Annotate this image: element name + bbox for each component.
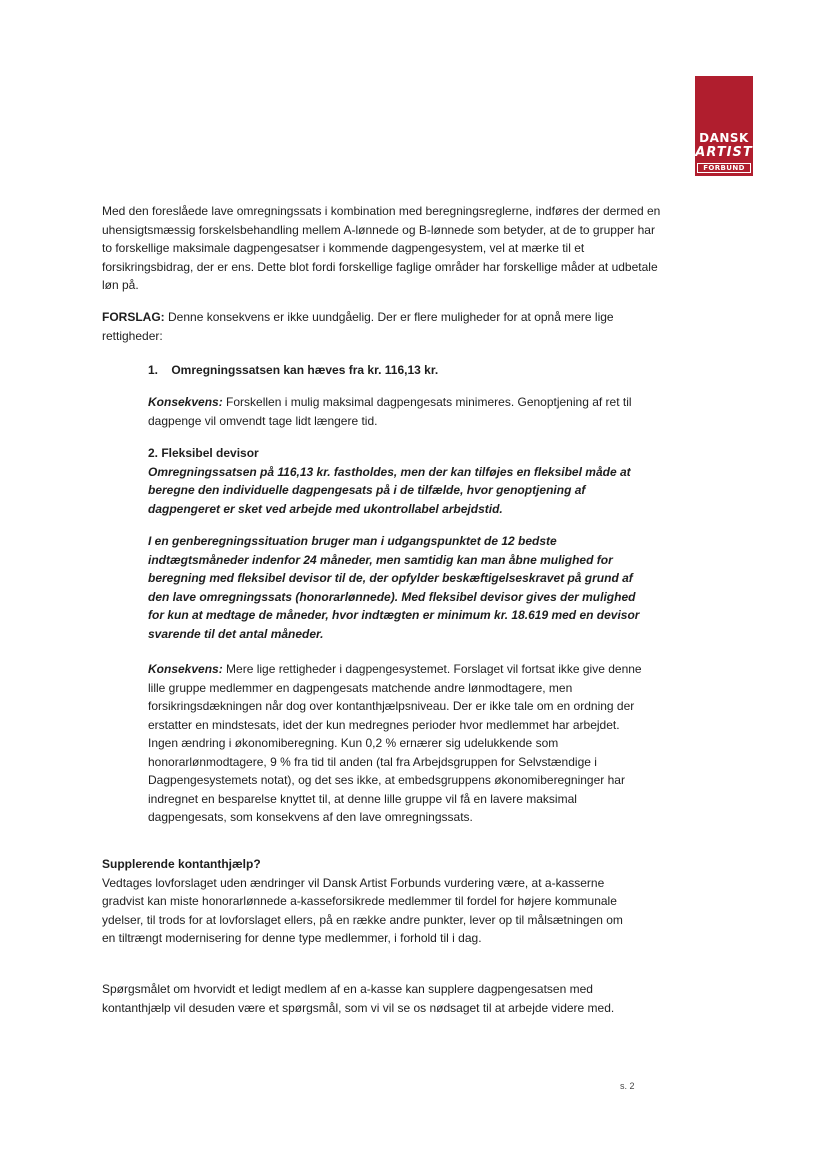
forslag-text: Denne konsekvens er ikke uundgåelig. Der er flere muligheder for at opnå mere lige rettigheder: xyxy=(102,310,614,343)
konsekvens-1-text: Forskellen i mulig maksimal dagpengesats minimeres. Genoptjening af ret til dagpenge vil omvendt tage lidt længere tid. xyxy=(148,395,632,428)
konsekvens-2-text2: Ingen ændring i økonomiberegning. Kun 0,2 % ernærer sig udelukkende som honorarlønmodtagere, 9 % fra tid til anden (tal fra Arbejdsgruppen for Selvstændige i Dagpengesystemets notat), og det ses ikke, at embedsgruppens økonomiberegninger har indregnet en besparelse knyttet til, at denne lille gruppe vil få en lavere maksimal dagpengesats, som konsekvens af den lave omregningssats. xyxy=(148,736,625,824)
list-item-2-para1: Omregningssatsen på 116,13 kr. fastholdes, men der kan tilføjes en fleksibel måde at beregne den individuelle dagpengesats på i de tilfælde, hvor genoptjening af dagpengeret er sket ved arbejde med ukontrollabel arbejdstid. xyxy=(148,464,631,516)
supplerende-section xyxy=(102,855,632,948)
konsekvens-1-label: Konsekvens: xyxy=(148,395,223,409)
page-number: s. 2 xyxy=(620,1081,635,1091)
list-item-2-heading: 2. Fleksibel devisor xyxy=(148,446,259,460)
spoergsmaal-paragraph xyxy=(102,980,642,1017)
dansk-artist-forbund-logo xyxy=(695,76,753,176)
supplerende-text: Vedtages lovforslaget uden ændringer vil Dansk Artist Forbunds vurdering være, at a-kasserne gradvist kan miste honorarlønnede a-kasseforsikrede medlemmer til fordel for højere kommunale ydelser, til trods for at lovforslaget ellers, på en række andre punkter, lever op til målsætningen om en tiltrængt modernisering for denne type medlemmer, i forhold til i dag. xyxy=(102,875,623,945)
list-item-1-number: 1. xyxy=(148,363,159,377)
logo-line1: DANSK xyxy=(699,131,749,145)
konsekvens-1 xyxy=(148,393,648,430)
spoergsmaal-text: Spørgsmålet om hvorvidt et ledigt medlem af en a-kasse kan supplere dagpengesatsen med kontanthjælp vil desuden være et spørgsmål, som vi vil se os nødsaget til at arbejde videre med. xyxy=(102,982,615,1015)
konsekvens-2-text: Mere lige rettigheder i dagpengesystemet. Forslaget vil fortsat ikke give denne lille gruppe medlemmer en dagpengesats matchende andre lønmodtagere, men forsikringsdækningen når dog over kontanthjælpsniveau. Der er ikke tale om en ordning der erstatter en mindstesats, idet der kun medregnes perioder hvor medlemmet har arbejdet. xyxy=(148,662,642,732)
konsekvens-2-label: Konsekvens: xyxy=(148,662,223,676)
list-item-1-text: Omregningssatsen kan hæves fra kr. 116,13 kr. xyxy=(171,363,439,377)
intro-paragraph xyxy=(102,202,662,295)
supplerende-heading: Supplerende kontanthjælp? xyxy=(102,857,261,871)
logo-line2: ARTIST xyxy=(695,145,753,160)
list-item-1 xyxy=(148,361,568,380)
konsekvens-2 xyxy=(148,660,648,827)
list-item-2-para2-block xyxy=(148,532,648,643)
intro-text: Med den foreslåede lave omregningssats i kombination med beregningsreglerne, indføres der dermed en uhensigtsmæssig forskelsbehandling mellem A-lønnede og B-lønnede som betyder, at de to grupper har to forskellige maksimale dagpengesatser i kommende dagpengesystem, vel at mærke til et forsikringsbidrag, der er ens. Dette blot fordi forskellige faglige områder har forskellige måder at udbetale løn på. xyxy=(102,204,661,292)
list-item-2 xyxy=(148,444,648,518)
logo-line3: FORBUND xyxy=(697,163,751,173)
forslag-label: FORSLAG: xyxy=(102,310,165,324)
forslag-paragraph xyxy=(102,308,642,345)
list-item-2-para2: I en genberegningssituation bruger man i udgangspunktet de 12 bedste indtægtsmåneder indenfor 24 måneder, men samtidig kan man åbne mulighed for beregning med fleksibel devisor til de, der opfylder beskæftigelseskravet på grund af den lave omregningssats (honorarlønnede). Med fleksibel devisor gives der mulighed for kun at medtage de måneder, hvor indtægten er minimum kr. 18.619 med en devisor svarende til det antal måneder. xyxy=(148,534,640,641)
